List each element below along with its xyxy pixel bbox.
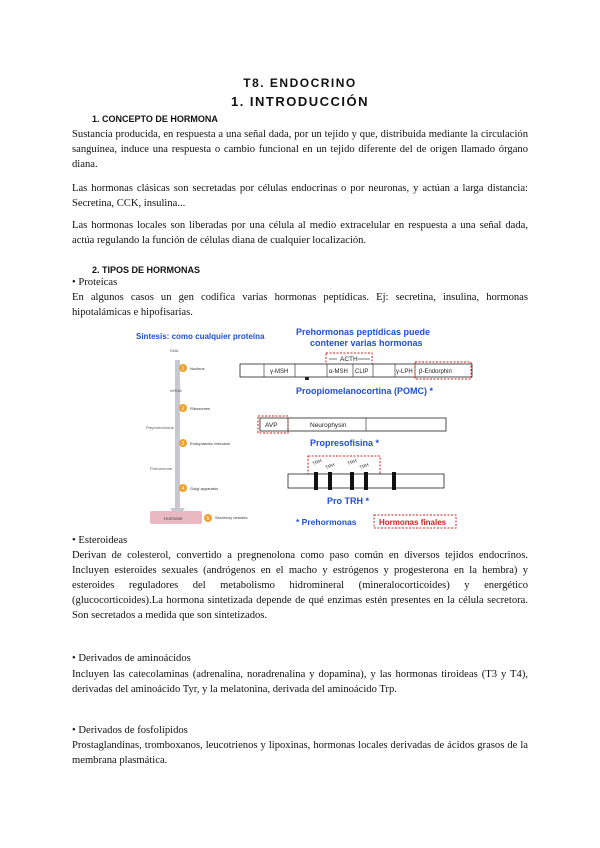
trh-label-1: TRH — [311, 458, 323, 466]
paragraph-definicion: Sustancia producida, en respuesta a una señal dada, por un tejido y que, distribuida mediante la circulación sanguínea, induce una respuesta o cambio funcional en un tejido diferente del de origen llamado órgano diana. — [72, 129, 528, 170]
pomc-seg-clip: CLIP — [355, 369, 369, 375]
step-label-2: Ribosomes — [190, 406, 211, 411]
paragraph-fosfolipidos: Prostaglandinas, tromboxanos, leucotrienos y lipoxinas, hormonas locales derivadas de ácidos grasos de la membrana plasmática. — [72, 740, 528, 766]
bullet-fosfolipidos: • Derivados de fosfolípidos — [72, 725, 188, 736]
left-title: Síntesis: como cualquier proteína — [136, 332, 265, 341]
bullet-aminoacidos: • Derivados de aminoácidos — [72, 653, 191, 664]
step-num-2: 2 — [181, 406, 185, 412]
presofisina-seg-avp: AVP — [265, 422, 278, 429]
paragraph-aminoacidos: Incluyen las catecolaminas (adrenalina, noradrenalina y dopamina), y las hormonas tiroideas (T3 y T4), derivadas del aminoácido Tyr, y la melatonina, derivada del aminoácido Trp. — [72, 669, 528, 695]
step-label-4: Golgi apparatus — [190, 486, 219, 491]
trh-label-3: TRH — [346, 458, 358, 466]
step-pre-3: Preprohormone — [146, 425, 174, 430]
step-pre-4: Prohormone — [150, 466, 173, 471]
section-heading-concepto: 1. CONCEPTO DE HORMONA — [92, 114, 218, 124]
bullet-esteroideas: • Esteroideas — [72, 535, 128, 546]
pomc-seg-gamma-lph: γ-LPH — [396, 369, 413, 375]
step-label-5: Secretory vesicles — [215, 515, 248, 520]
step-pre-2: mRNA — [170, 388, 182, 393]
paragraph-esteroideas: Derivan de colesterol, convertido a pregnenolona como paso común en diversos tejidos endocrinos. Incluyen esteroides sexuales (andrógenos en el macho y estrógenos y progesterona en la hembra) y esteroides reguladores del metabolismo hidromineral (mineralocorticoides) y energético (glucocorticoides).La hormona sintetizada depende de qué enzimas estén presentes en la célula secretora. Son secretados a medida que son sintetizados. — [72, 550, 528, 621]
step-num-1: 1 — [181, 366, 185, 372]
pomc-label: Proopiomelanocortina (POMC) * — [296, 386, 434, 396]
step-num-3: 3 — [181, 441, 185, 447]
hormone-synthesis-figure — [130, 322, 480, 530]
presofisina-label: Propresofisina * — [310, 438, 380, 448]
paragraph-proteicas: En algunos casos un gen codifica varias hormonas peptídicas. Ej: secretina, insulina, hormonas hipotalámicas e hipofisarias. — [72, 292, 528, 318]
right-title-1: Prehormonas peptídicas puede — [296, 327, 431, 337]
right-title-2: contener varias hormonas — [310, 338, 423, 348]
step-num-5: 5 — [206, 516, 210, 522]
trh-label-4: TRH — [358, 462, 370, 470]
protrh-label: Pro TRH * — [327, 496, 370, 506]
presofisina-seg-neurophysin: Neurophysin — [310, 422, 347, 429]
bullet-proteicas: • Proteicas — [72, 277, 118, 288]
pomc-seg-gamma-msh: γ-MSH — [270, 369, 289, 375]
pomc-seg-alpha-msh: α-MSH — [329, 369, 348, 375]
step-pre-5: Hormone — [164, 516, 183, 521]
trh-label-2: TRH — [324, 462, 336, 470]
section-heading-tipos: 2. TIPOS DE HORMONAS — [92, 265, 201, 275]
legend-prehormonas: * Prehormonas — [296, 517, 357, 527]
step-num-4: 4 — [181, 486, 185, 492]
acth-label: ACTH — [340, 356, 358, 363]
pomc-seg-beta-endorphin: β-Endorphin — [419, 369, 452, 375]
step-pre-1: DNA — [170, 348, 179, 353]
step-label-1: Nucleus — [190, 366, 205, 371]
paragraph-hormonas-clasicas: Las hormonas clásicas son secretadas por células endocrinas o por neuronas, y actúan a larga distancia: Secretina, CCK, insulina... — [72, 183, 528, 209]
document-title: T8. ENDOCRINO — [243, 76, 357, 90]
paragraph-hormonas-locales: Las hormonas locales son liberadas por una célula al medio extracelular en respuesta a una señal dada, actúa regulando la función de células diana de cualquier localización. — [72, 220, 528, 246]
step-label-3: Endoplasmic reticulum — [190, 441, 231, 446]
legend-hormonas-finales: Hormonas finales — [379, 518, 447, 527]
document-subtitle: 1. INTRODUCCIÓN — [230, 94, 370, 109]
